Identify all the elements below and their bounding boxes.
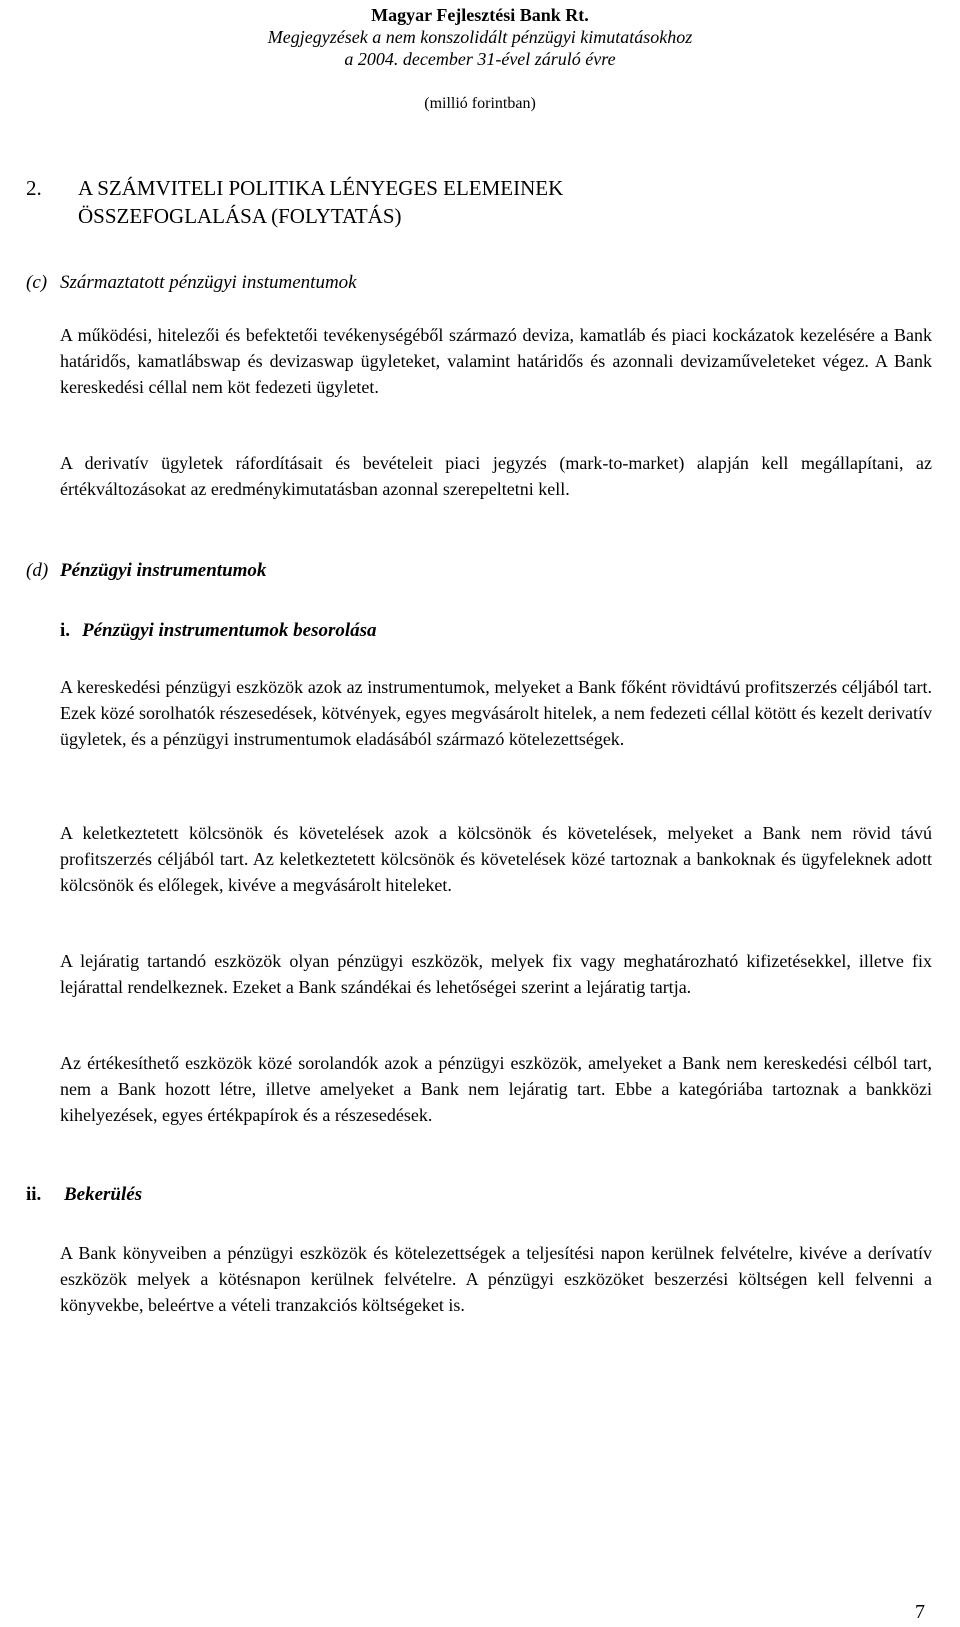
section-number: 2.: [26, 176, 42, 200]
paragraph: A működési, hitelezői és befektetői tevékenységéből származó deviza, kamatláb és piaci kockázatok kezelésére a Bank határidős, kamatlábswap és devizaswap ügyleteket, valamint határidős és azonnali devizaműveleteket végez. A Bank kereskedési céllal nem köt fedezeti ügyletet.: [60, 325, 932, 397]
paragraph: A lejáratig tartandó eszközök olyan pénzügyi eszközök, melyek fix vagy meghatározható kifizetésekkel, illetve fix lejárattal rendelkeznek. Ezeket a Bank szándékai és lehetőségei szerint a lejáratig tartja.: [60, 951, 932, 997]
paragraph: A kereskedési pénzügyi eszközök azok az instrumentumok, melyeket a Bank főként rövidtávú profitszerzés céljából tart. Ezek közé sorolhatók részesedések, kötvények, egyes megvásárolt hitelek, a nem fedezeti céllal kötött és kezelt derivatív ügyletek, és a pénzügyi instrumentumok eladásából származó kötelezettségek.: [60, 677, 932, 749]
section-title-line1: A SZÁMVITELI POLITIKA LÉNYEGES ELEMEINEK: [78, 176, 564, 200]
paragraph: Az értékesíthető eszközök közé sorolandók azok a pénzügyi eszközök, amelyeket a Bank nem kereskedési célból tart, nem a Bank hozott létre, illetve amelyeket a Bank nem lejáratig tart. Ebbe a kategóriába tartoznak a bankközi kihelyezések, egyes értékpapírok és a részesedések.: [60, 1053, 932, 1125]
subsection-d-label: (d): [26, 560, 49, 581]
section-title: [78, 174, 778, 230]
document-subtitle-line1: Megjegyzések a nem konszolidált pénzügyi kimutatásokhoz: [267, 27, 693, 47]
paragraph: A derivatív ügyletek ráfordításait és bevételeit piaci jegyzés (mark-to-market) alapján kell megállapítani, az értékváltozásokat az eredménykimutatásban azonnal szerepeltetni kell.: [60, 453, 932, 499]
company-name: Magyar Fejlesztési Bank Rt.: [371, 5, 589, 25]
page-number: 7: [915, 1601, 925, 1623]
subsection-c-title: Származtatott pénzügyi instumentumok: [60, 272, 357, 293]
part-ii-label: ii.: [26, 1184, 42, 1205]
subsection-d-title: Pénzügyi instrumentumok: [60, 560, 267, 581]
paragraph: A Bank könyveiben a pénzügyi eszközök és kötelezettségek a teljesítési napon kerülnek felvételre, kivéve a derívatív eszközök melyek a kötésnapon kerülnek felvételre. A pénzügyi eszközöket beszerzési költségen kell felvenni a könyvekbe, beleértve a vételi tranzakciós költségeket is.: [60, 1243, 932, 1315]
document-subtitle-line2: a 2004. december 31-ével záruló évre: [344, 49, 616, 69]
part-ii-title: Bekerülés: [64, 1184, 143, 1205]
section-title-line2: ÖSSZEFOGLALÁSA (FOLYTATÁS): [78, 204, 402, 228]
paragraph: A keletkeztetett kölcsönök és követelések azok a kölcsönök és követelések, melyeket a Bank nem rövid távú profitszerzés céljából tart. Az keletkeztetett kölcsönök és követelések közé tartoznak a bankoknak és ügyfeleknek adott kölcsönök és előlegek, kivéve a megvásárolt hiteleket.: [60, 823, 932, 895]
currency-unit-note: (millió forintban): [424, 95, 536, 112]
part-i-title: Pénzügyi instrumentumok besorolása: [82, 620, 377, 641]
part-i-label: i.: [60, 620, 71, 641]
subsection-c-label: (c): [26, 272, 48, 293]
